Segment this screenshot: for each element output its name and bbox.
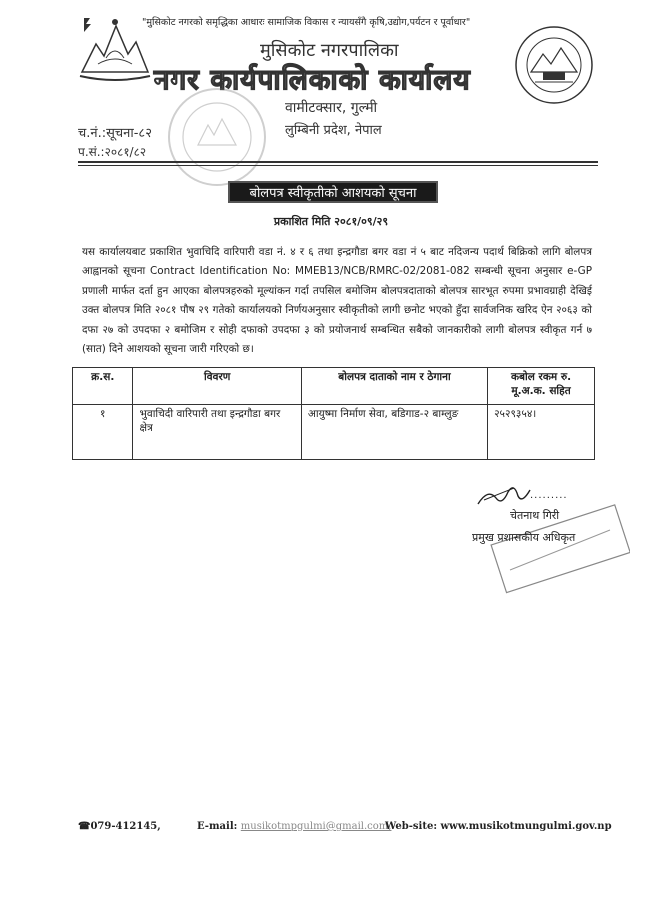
signer-name: चेतनाथ गिरी xyxy=(510,509,560,522)
header-rule xyxy=(78,161,598,163)
signature-dots: ......... xyxy=(530,490,568,501)
header-bidder: बोलपत्र दाताको नाम र ठेगाना xyxy=(301,368,487,405)
address-line-1: वामीटक्सार, गुल्मी xyxy=(285,100,378,116)
municipality-name: मुसिकोट नगरपालिका xyxy=(260,40,399,61)
cell-amount: २५२९३५४। xyxy=(488,405,595,460)
cell-description: भुवाचिदी वारिपारी तथा इन्द्रगौडा बगर क्षेत्र xyxy=(133,405,301,460)
footer-website[interactable]: Web-site: www.musikotmungulmi.gov.np xyxy=(385,821,612,832)
cell-serial: १ xyxy=(73,405,133,460)
header-serial: क्र.स. xyxy=(73,368,133,405)
office-stamp-icon xyxy=(158,85,276,190)
footer-email xyxy=(197,821,391,832)
municipality-logo-icon xyxy=(513,24,595,106)
fiscal-year: प.सं.:२०८१/८२ xyxy=(78,145,147,159)
footer-phone: ☎079-412145, xyxy=(78,821,161,832)
header-amount: कबोल रकम रु. मू.अ.क. सहित xyxy=(488,368,595,405)
header-description: विवरण xyxy=(133,368,301,405)
office-name: नगर कार्यपालिकाको कार्यालय xyxy=(154,63,471,96)
motto: "मुसिकोट नगरको समृद्धिका आधारः सामाजिक विकास र न्यायसँगै कृषि,उद्योग,पर्यटन र पूर्वाधार" xyxy=(142,17,471,28)
cell-bidder: आयुष्मा निर्माण सेवा, बडिगाड-२ बाम्लुङ xyxy=(301,405,487,460)
notice-title: बोलपत्र स्वीकृतीको आशयको सूचना xyxy=(228,181,438,203)
notice-body: यस कार्यालयबाट प्रकाशित भुवाचिदि वारिपारी वडा नं. ४ र ६ तथा इन्द्रगौडा बगर वडा नं ५ बाट नदिजन्य पदार्थ बिक्रिको लागि बोलपत्र आह्वानको सूचना Contract Identification No: MMEB13/NCB/RMRC-02/2081-082 सम्बन्धी सूचना अनुसार e-GP प्रणाली मार्फत दर्ता हुन आएका बोलपत्रहरुको मूल्यांकन गर्दा तपसिल बमोजिम बोलपत्रदाताको बोलपत्र सारभूत रुपमा प्रभावग्राही देखिई उक्त बोलपत्र मिति २०८१ पौष २९ गतेको कार्यालयको निर्णयअनुसार स्वीकृतीको लागी छनोट भएको हुँदा सार्वजनिक खरिद ऐन २०६३ को दफा २७ को उपदफा २ बमोजिम र सोही दफाको उपदफा ३ को प्रयोजनार्थ सम्बन्धित सबैको जानकारीको लागी बोलपत्र स्वीकृत गर्न ७ (सात) दिने आशयको सूचना जारी गरिएको छ। xyxy=(82,246,592,356)
tender-table xyxy=(72,367,595,460)
address-line-2: लुम्बिनी प्रदेश, नेपाल xyxy=(285,123,382,138)
nepal-emblem-icon xyxy=(76,14,154,86)
email-link[interactable]: musikotmpgulmi@gmail.com, xyxy=(240,821,392,832)
email-label: E-mail: xyxy=(197,821,238,832)
reference-number: च.नं.:सूचना-८२ xyxy=(78,126,152,141)
published-date: प्रकाशित मिति २०८१/०९/२९ xyxy=(273,215,389,228)
signer-title: प्रमुख प्रशासकीय अधिकृत xyxy=(472,531,576,544)
table-row xyxy=(73,405,595,460)
table-header-row xyxy=(73,368,595,405)
header-rule-thin xyxy=(78,165,598,166)
